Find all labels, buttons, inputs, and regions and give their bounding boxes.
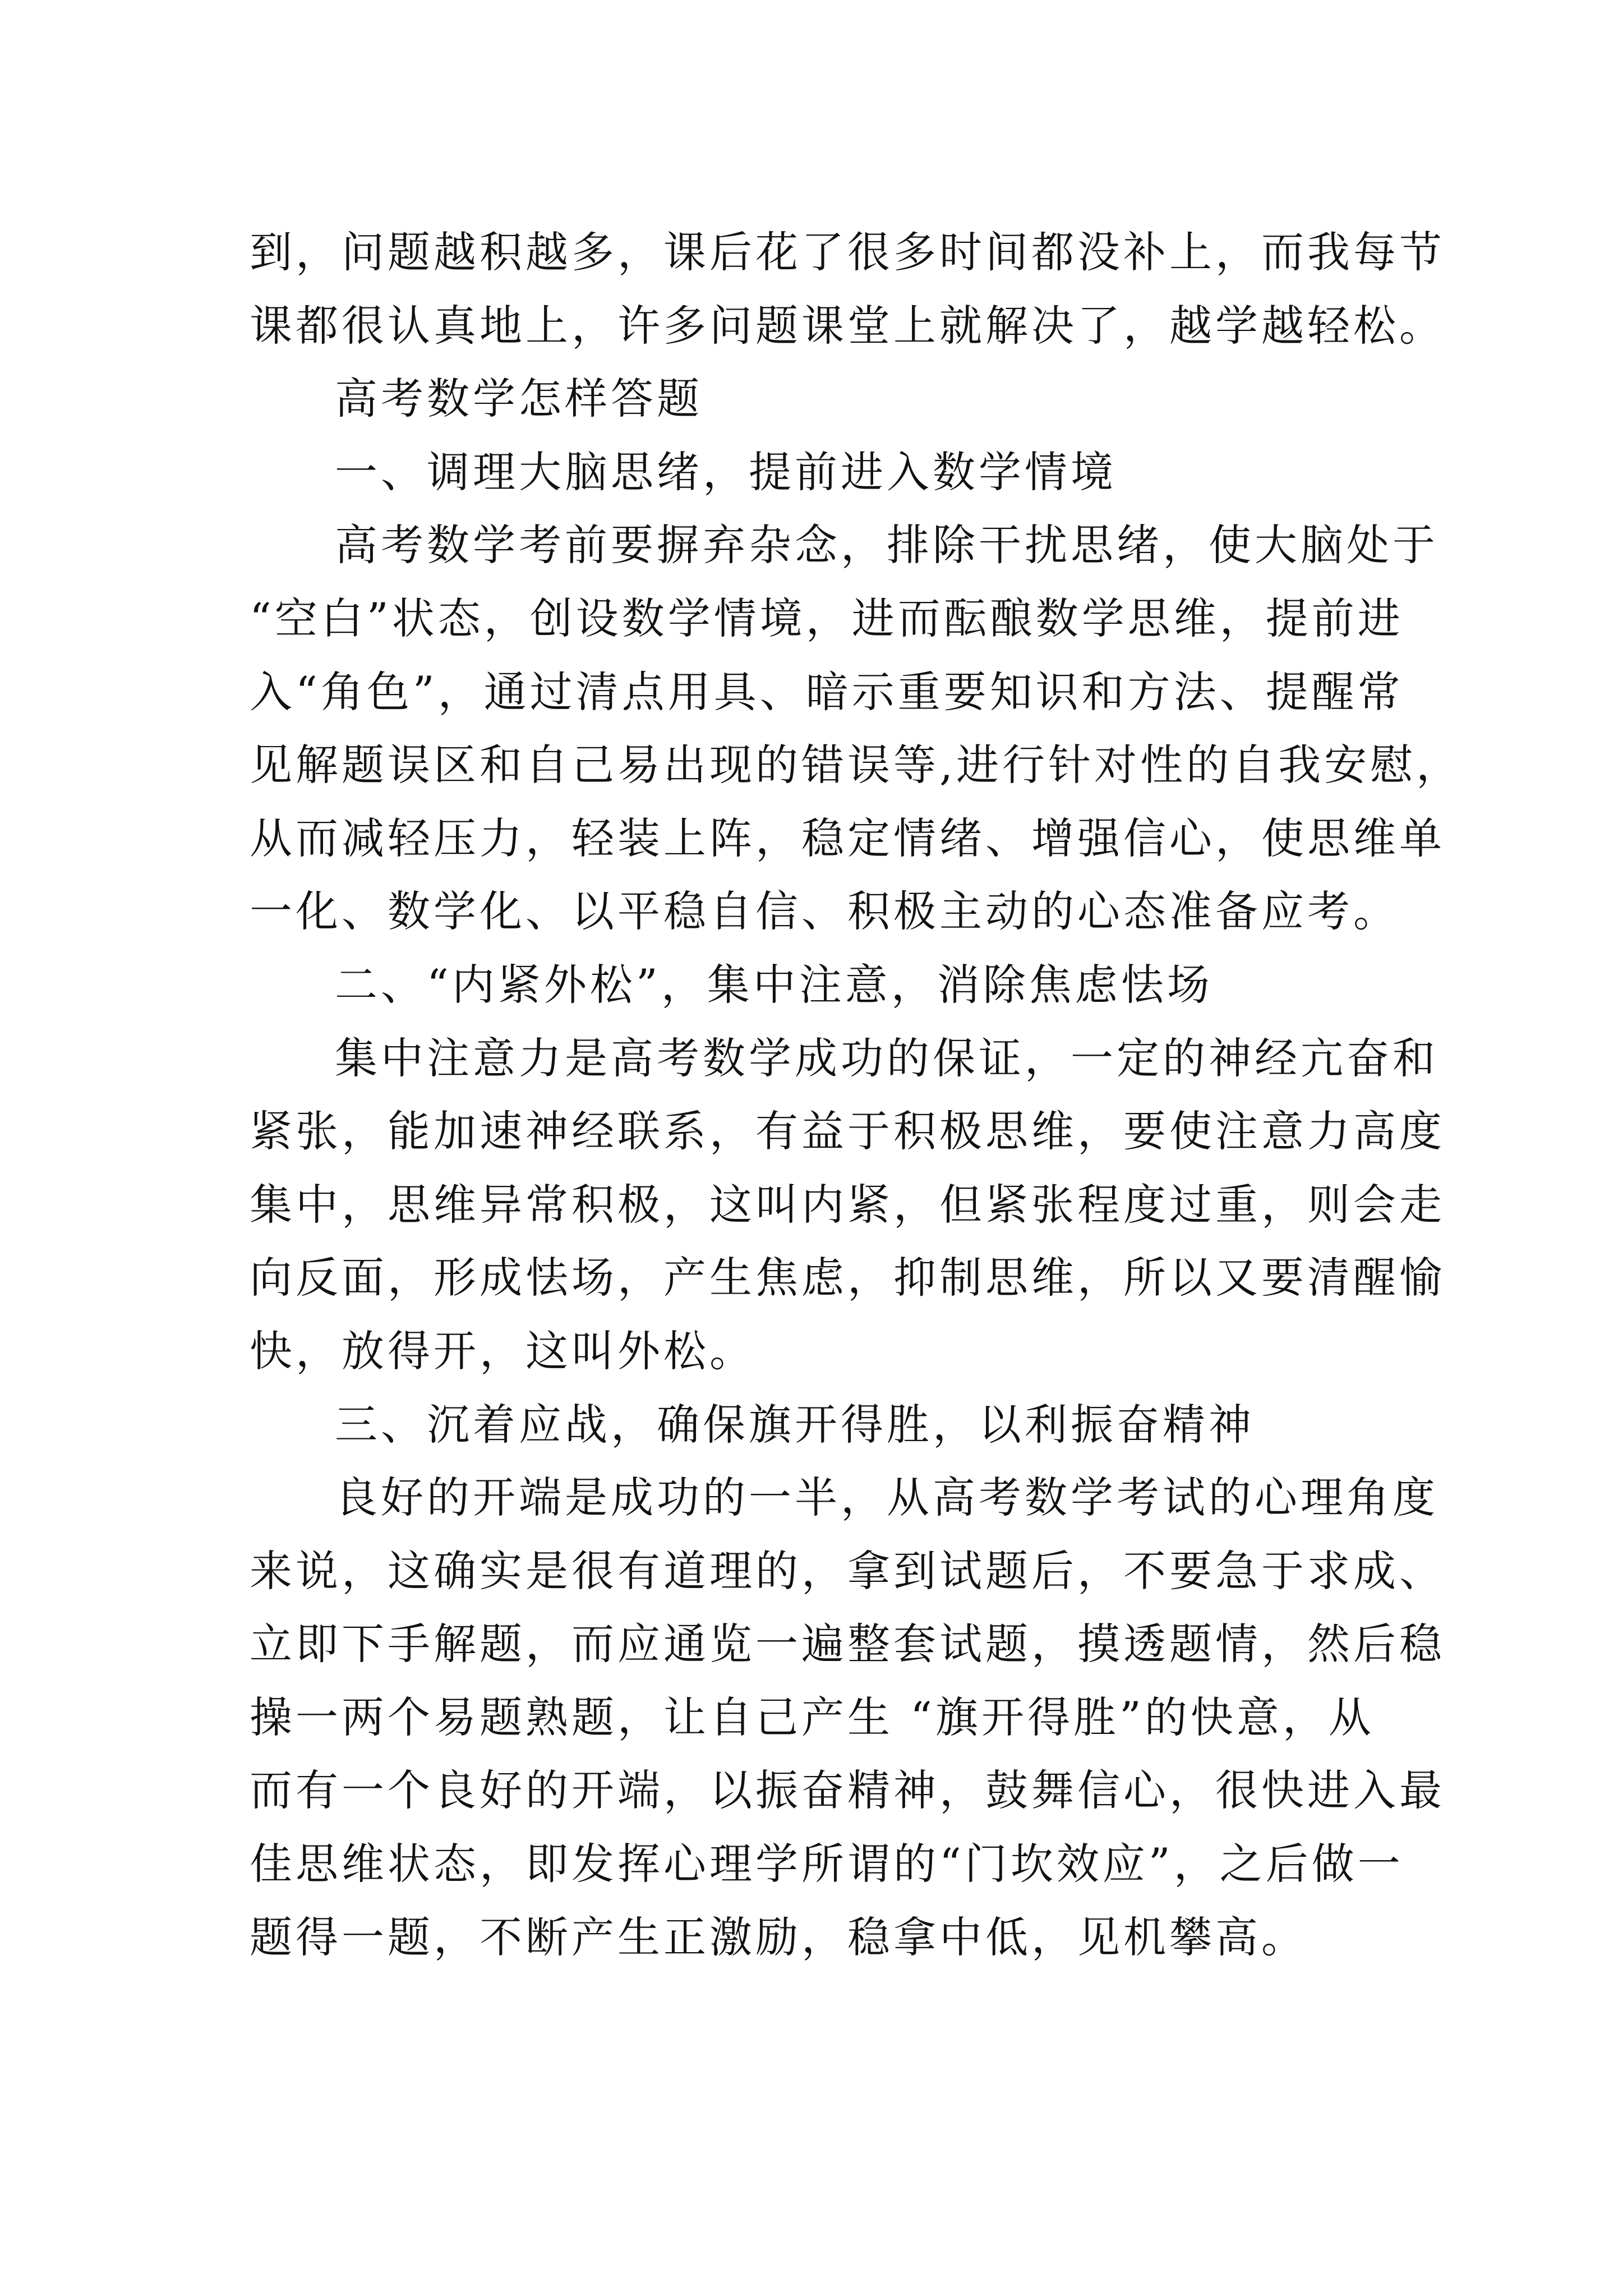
text-line: 来说，这确实是很有道理的，拿到试题后，不要急于求成、 [250,1545,1445,1596]
section-heading-1: 一、调理大脑思绪，提前进入数学情境 [335,447,1117,497]
document-body [250,216,1463,1974]
text-line: 高考数学考前要摒弃杂念，排除干扰思绪，使大脑处于 [335,520,1438,570]
text-line: 集中注意力是高考数学成功的保证，一定的神经亢奋和 [335,1033,1438,1083]
text-line: 快，放得开，这叫外松。 [250,1326,755,1376]
text-line: 佳思维状态，即发挥心理学所谓的“门坎效应”，之后做一 [250,1839,1404,1889]
text-line: 题得一题，不断产生正激励，稳拿中低，见机攀高。 [250,1912,1307,1962]
section-heading-2: 二、“内紧外松”，集中注意，消除焦虑怯场 [335,959,1213,1010]
section-heading-3: 三、沉着应战，确保旗开得胜，以利振奋精神 [335,1399,1255,1450]
text-line: 一化、数学化、以平稳自信、积极主动的心态准备应考。 [250,886,1399,937]
text-line: 课都很认真地上，许多问题课堂上就解决了，越学越轻松。 [250,300,1445,351]
text-line: 立即下手解题，而应通览一遍整套试题，摸透题情，然后稳 [250,1619,1445,1669]
text-line: 操一两个易题熟题，让自己产生 “旗开得胜”的快意，从 [250,1692,1375,1742]
text-line: 向反面，形成怯场，产生焦虑，抑制思维，所以又要清醒愉 [250,1253,1445,1303]
text-line: 见解题误区和自己易出现的错误等,进行针对性的自我安慰， [250,740,1463,790]
text-line: 紧张，能加速神经联系，有益于积极思维，要使注意力高度 [250,1106,1445,1157]
text-line: 良好的开端是成功的一半，从高考数学考试的心理角度 [335,1473,1438,1523]
section-title: 高考数学怎样答题 [335,374,703,424]
text-line: 集中，思维异常积极，这叫内紧，但紧张程度过重，则会走 [250,1179,1445,1230]
text-line: “空白”状态，创设数学情境，进而酝酿数学思维，提前进 [250,593,1404,643]
text-line: 而有一个良好的开端，以振奋精神，鼓舞信心，很快进入最 [250,1765,1445,1816]
text-line: 到，问题越积越多，课后花了很多时间都没补上，而我每节 [250,227,1445,277]
text-line: 入“角色”，通过清点用具、暗示重要知识和方法、提醒常 [250,666,1404,717]
text-line: 从而减轻压力，轻装上阵，稳定情绪、增强信心，使思维单 [250,813,1445,863]
